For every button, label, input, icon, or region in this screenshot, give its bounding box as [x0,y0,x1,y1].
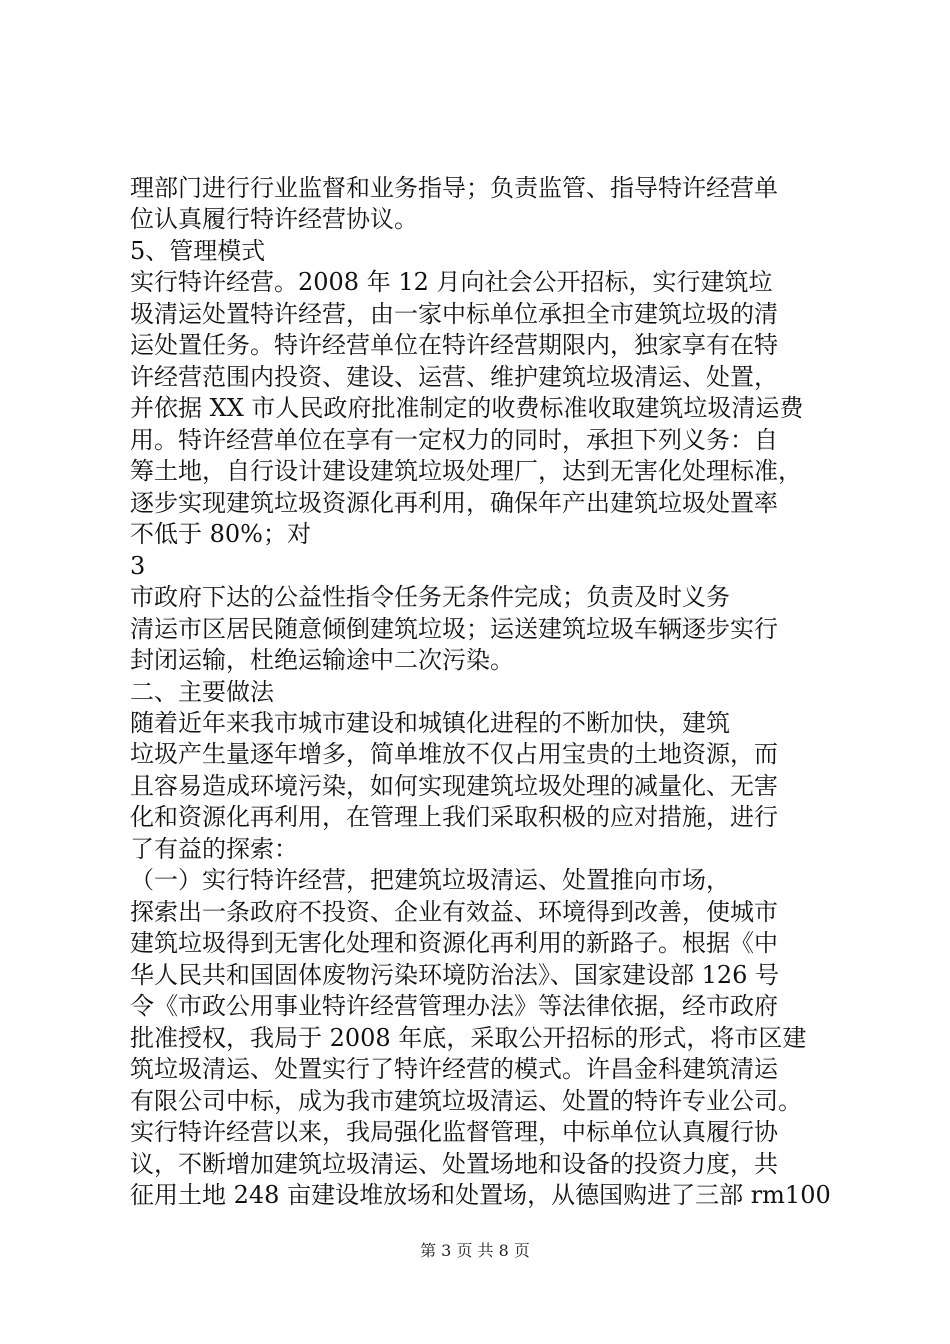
text-line: 封闭运输，杜绝运输途中二次污染。 [130,646,514,675]
text-line: 垃圾产生量逐年增多，简单堆放不仅占用宝贵的土地资源，而 [130,740,778,769]
inline-page-number: 3 [130,551,146,580]
text-line: 用。特许经营单位在享有一定权力的同时，承担下列义务：自 [130,425,778,454]
text-line: 实行特许经营。2008 年 12 月向社会公开招标，实行建筑垃 [130,268,773,297]
section-heading: 5、管理模式 [130,236,266,265]
text-line: 华人民共和国固体废物污染环境防治法》、国家建设部 126 号 [130,960,780,989]
text-line: 令《市政公用事业特许经营管理办法》等法律依据，经市政府 [130,992,778,1021]
text-line: 不低于 80%；对 [130,520,311,549]
text-line: 运处置任务。特许经营单位在特许经营期限内，独家享有在特 [130,331,778,360]
text-line: 并依据 XX 市人民政府批准制定的收费标准收取建筑垃圾清运费 [130,394,804,423]
page-footer: 第 3 页 共 8 页 [420,1241,530,1260]
text-line: 实行特许经营以来，我局强化监督管理，中标单位认真履行协 [130,1118,778,1147]
text-line: 逐步实现建筑垃圾资源化再利用，确保年产出建筑垃圾处置率 [130,488,778,517]
text-line: 且容易造成环境污染，如何实现建筑垃圾处理的减量化、无害 [130,771,778,800]
text-line: 了有益的探索： [130,834,298,863]
text-line: 筑垃圾清运、处置实行了特许经营的模式。许昌金科建筑清运 [130,1055,778,1084]
text-line: 筹土地，自行设计建设建筑垃圾处理厂，达到无害化处理标准， [130,457,802,486]
text-line: 圾清运处置特许经营，由一家中标单位承担全市建筑垃圾的清 [130,299,778,328]
text-line: 随着近年来我市城市建设和城镇化进程的不断加快，建筑 [130,708,730,737]
text-line: 批准授权，我局于 2008 年底，采取公开招标的形式，将市区建 [130,1023,807,1052]
text-line: 建筑垃圾得到无害化处理和资源化再利用的新路子。根据《中 [130,929,778,958]
text-line: 议，不断增加建筑垃圾清运、处置场地和设备的投资力度，共 [130,1149,778,1178]
text-line: 清运市区居民随意倾倒建筑垃圾；运送建筑垃圾车辆逐步实行 [130,614,778,643]
text-line: 征用土地 248 亩建设堆放场和处置场，从德国购进了三部 rm100 [130,1181,831,1209]
text-line: 许经营范围内投资、建设、运营、维护建筑垃圾清运、处置， [130,362,778,391]
text-line: 探索出一条政府不投资、企业有效益、环境得到改善，使城市 [130,897,778,926]
section-heading: 二、主要做法 [130,677,274,706]
text-line: 化和资源化再利用，在管理上我们采取积极的应对措施，进行 [130,803,778,832]
text-line: 有限公司中标，成为我市建筑垃圾清运、处置的特许专业公司。 [130,1086,802,1115]
text-line: 市政府下达的公益性指令任务无条件完成；负责及时义务 [130,583,730,612]
text-line: （一）实行特许经营，把建筑垃圾清运、处置推向市场， [130,866,730,895]
text-line: 理部门进行行业监督和业务指导；负责监管、指导特许经营单 [130,174,778,202]
text-line: 位认真履行特许经营协议。 [130,205,418,234]
